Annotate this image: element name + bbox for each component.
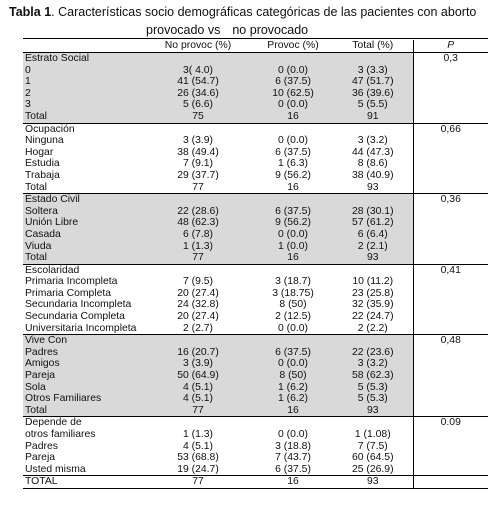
empty-cell	[333, 123, 413, 135]
table-subtitle	[146, 23, 308, 37]
value-provoc: 8 (50)	[253, 370, 333, 382]
value-provoc: 1 (0.0)	[253, 241, 333, 253]
group-header-row	[23, 335, 488, 347]
row-label: Total	[23, 405, 143, 417]
value-no-provoc: 22 (28.6)	[143, 206, 253, 218]
value-no-provoc: 77	[143, 252, 253, 264]
value-total: 22 (24.7)	[351, 311, 394, 323]
header-cell-category	[23, 40, 143, 53]
value-provoc: 0 (0.0)	[277, 135, 309, 147]
value-total: 22 (23.6)	[333, 347, 413, 359]
value-provoc: 0 (0.0)	[253, 358, 333, 370]
value-total: 93	[333, 405, 413, 417]
row-label: 3	[23, 99, 143, 111]
row-label: 0	[23, 65, 143, 77]
value-total: 3 (3.3)	[333, 65, 413, 77]
empty-cell	[143, 194, 253, 206]
value-provoc: 0 (0.0)	[277, 322, 309, 334]
table-title	[9, 5, 495, 19]
value-total: 5 (5.3)	[333, 393, 413, 405]
value-total: 6 (6.4)	[333, 229, 413, 241]
value-total: 8 (8.6)	[357, 158, 388, 170]
grand-total-section	[23, 476, 488, 489]
group-label: Ocupación	[23, 123, 143, 135]
value-no-provoc: 19 (24.7)	[177, 463, 219, 475]
header-cell-provoc: Provoc (%)	[253, 40, 333, 53]
row-label: 2	[23, 88, 143, 100]
row-label: Unión Libre	[23, 217, 143, 229]
value-provoc: 7 (43.7)	[275, 452, 311, 464]
value-no-provoc: 4 (5.1)	[143, 393, 253, 405]
value-total: 2 (2.1)	[333, 241, 413, 253]
row-label: Total	[23, 252, 143, 264]
empty-cell	[333, 53, 413, 65]
row-label: Secundaria Incompleta	[25, 299, 132, 311]
group-header-row	[23, 417, 488, 429]
value-total: 47 (51.7)	[333, 76, 413, 88]
value-provoc: 2 (12.5)	[275, 311, 311, 323]
value-no-provoc: 75	[143, 111, 253, 123]
value-no-provoc: 20 (27.4)	[177, 311, 219, 323]
value-no-provoc: 20 (27.4)	[177, 287, 219, 299]
value-provoc: 9 (56.2)	[275, 169, 311, 181]
row-label: Padres	[25, 440, 58, 452]
group-label: Estado Civil	[23, 194, 143, 206]
value-provoc: 3 (18.8)	[275, 440, 311, 452]
value-no-provoc: 4 (5.1)	[182, 440, 214, 452]
grand-total-row	[23, 476, 488, 489]
value-total: 1 (1.08)	[354, 429, 391, 440]
row-label: Padres	[23, 347, 143, 359]
value-no-provoc: 6 (7.8)	[143, 229, 253, 241]
value-provoc: 6 (37.5)	[275, 146, 311, 158]
p-value: 0.09	[413, 417, 488, 476]
value-no-provoc: 38 (49.4)	[177, 146, 219, 158]
group-header-row	[23, 264, 488, 276]
group-label: Escolaridad	[23, 264, 143, 276]
value-provoc: 6 (37.5)	[253, 76, 333, 88]
row-label: Total	[23, 111, 143, 123]
value-total: 3 (3.2)	[357, 135, 388, 147]
group-header-row	[23, 123, 488, 135]
row-label: Trabaja	[25, 169, 60, 181]
value-provoc: 0 (0.0)	[277, 429, 309, 440]
value-no-provoc: 24 (32.8)	[177, 299, 219, 311]
group-section	[23, 53, 488, 124]
group-section	[23, 264, 488, 335]
value-total: 38 (40.9)	[351, 169, 394, 181]
value-no-provoc: 7 (9.1)	[182, 158, 214, 170]
empty-cell	[253, 123, 333, 135]
value-total: 7 (7.5)	[357, 440, 388, 452]
value-total: 93	[366, 181, 379, 193]
value-total: 93	[333, 252, 413, 264]
value-no-provoc: 29 (37.7)	[177, 169, 219, 181]
empty-cell	[253, 53, 333, 65]
value-no-provoc: 3( 4.0)	[143, 65, 253, 77]
value-provoc: 1 (6.3)	[277, 158, 309, 170]
row-label: Sola	[23, 382, 143, 394]
group-section	[23, 417, 488, 476]
empty-cell	[253, 194, 333, 206]
empty-cell	[333, 335, 413, 347]
value-total: 2 (2.2)	[357, 322, 388, 334]
subtitle-part-2: no provocado	[232, 23, 309, 37]
value-total: 44 (47.3)	[351, 146, 394, 158]
empty-cell	[143, 264, 253, 276]
row-label: Casada	[23, 229, 143, 241]
value-total: 60 (64.5)	[351, 452, 394, 464]
row-label: Hogar	[25, 146, 54, 158]
value-total: 58 (62.3)	[333, 370, 413, 382]
group-label: Depende de	[23, 417, 143, 429]
header-cell-p: P	[413, 40, 488, 53]
value-total: 3 (3.2)	[333, 358, 413, 370]
row-label: Viuda	[23, 241, 143, 253]
value-total: 28 (30.1)	[333, 206, 413, 218]
header-cell-no-provoc: No provoc (%)	[143, 40, 253, 53]
value-no-provoc: 3 (3.9)	[143, 358, 253, 370]
value-provoc: 3 (18.7)	[275, 276, 311, 288]
empty-cell	[333, 264, 413, 276]
subtitle-part-1: provocado vs	[146, 23, 221, 37]
grand-total-provoc: 16	[253, 476, 333, 489]
value-total: 5 (5.5)	[333, 99, 413, 111]
group-label: Estrato Social	[23, 53, 143, 65]
row-label: Amigos	[23, 358, 143, 370]
value-provoc: 16	[253, 111, 333, 123]
value-total: 5 (5.3)	[333, 382, 413, 394]
value-no-provoc: 4 (5.1)	[143, 382, 253, 394]
p-value: 0,41	[413, 264, 488, 335]
value-no-provoc: 5 (6.6)	[143, 99, 253, 111]
group-label: Vive Con	[23, 335, 143, 347]
value-provoc: 0 (0.0)	[253, 99, 333, 111]
empty-cell	[253, 264, 333, 276]
value-no-provoc: 50 (64.9)	[143, 370, 253, 382]
value-no-provoc: 7 (9.5)	[182, 276, 214, 288]
value-provoc: 0 (0.0)	[253, 229, 333, 241]
value-provoc: 6 (37.5)	[253, 347, 333, 359]
value-provoc: 6 (37.5)	[275, 463, 311, 475]
grand-total-label: TOTAL	[23, 476, 143, 489]
value-no-provoc: 2 (2.7)	[182, 322, 214, 334]
value-provoc: 6 (37.5)	[253, 206, 333, 218]
grand-total-no-provoc: 77	[143, 476, 253, 489]
value-provoc: 1 (6.2)	[253, 393, 333, 405]
value-provoc: 16	[253, 405, 333, 417]
empty-cell	[413, 476, 488, 489]
value-no-provoc: 26 (34.6)	[143, 88, 253, 100]
group-section	[23, 335, 488, 417]
table-title-text: . Características socio demográficas categóricas de las pacientes con aborto	[51, 5, 477, 19]
value-total: 32 (35.9)	[351, 299, 394, 311]
header-cell-total: Total (%)	[333, 40, 413, 53]
value-provoc: 10 (62.5)	[253, 88, 333, 100]
row-label: Universitaria Incompleta	[25, 322, 137, 334]
value-no-provoc: 1 (1.3)	[182, 429, 214, 440]
empty-cell	[143, 335, 253, 347]
empty-cell	[253, 417, 333, 429]
empty-cell	[143, 123, 253, 135]
value-total: 36 (39.6)	[333, 88, 413, 100]
row-label: Usted misma	[25, 463, 86, 475]
value-total: 25 (26.9)	[351, 463, 394, 475]
value-no-provoc: 3 (3.9)	[182, 135, 214, 147]
row-label: Ninguna	[25, 135, 64, 147]
data-table	[23, 40, 488, 489]
value-total: 91	[333, 111, 413, 123]
empty-cell	[253, 335, 333, 347]
value-no-provoc: 16 (20.7)	[143, 347, 253, 359]
table-title-number: Tabla 1	[9, 5, 52, 19]
value-total: 23 (25.8)	[351, 287, 394, 299]
value-no-provoc: 48 (62.3)	[143, 217, 253, 229]
p-value: 0,66	[413, 123, 488, 194]
row-label: Soltera	[23, 206, 143, 218]
row-label: Otros Familiares	[23, 393, 143, 405]
table-top-rule	[23, 38, 488, 39]
group-section	[23, 123, 488, 194]
value-provoc: 3 (18.75)	[272, 287, 314, 299]
empty-cell	[143, 53, 253, 65]
row-label: Pareja	[25, 452, 56, 464]
value-no-provoc: 1 (1.3)	[143, 241, 253, 253]
p-value: 0,36	[413, 194, 488, 265]
value-no-provoc: 77	[143, 405, 253, 417]
empty-cell	[333, 194, 413, 206]
value-provoc: 1 (6.2)	[253, 382, 333, 394]
value-no-provoc: 77	[192, 181, 204, 193]
grand-total-total: 93	[333, 476, 413, 489]
row-label: Pareja	[23, 370, 143, 382]
value-provoc: 8 (50)	[279, 299, 307, 311]
row-label: Primaria Completa	[25, 287, 112, 299]
empty-cell	[333, 417, 413, 429]
value-provoc: 16	[253, 252, 333, 264]
empty-cell	[143, 417, 253, 429]
group-header-row	[23, 194, 488, 206]
group-header-row	[23, 53, 488, 65]
row-label: Primaria Incompleta	[25, 276, 118, 288]
value-provoc: 16	[287, 181, 299, 193]
value-provoc: 0 (0.0)	[253, 65, 333, 77]
row-label: 1	[23, 76, 143, 88]
p-value: 0,48	[413, 335, 488, 417]
row-label: Secundaria Completa	[25, 311, 125, 323]
value-no-provoc: 41 (54.7)	[143, 76, 253, 88]
p-value: 0,3	[413, 53, 488, 124]
header-row	[23, 40, 488, 53]
value-total: 57 (61.2)	[333, 217, 413, 229]
value-no-provoc: 53 (68.8)	[177, 452, 219, 464]
row-label: otros familiares	[25, 429, 96, 440]
row-label: Total	[25, 181, 47, 193]
row-label: Estudia	[25, 158, 60, 170]
group-section	[23, 194, 488, 265]
value-provoc: 9 (56.2)	[253, 217, 333, 229]
value-total: 10 (11.2)	[352, 276, 394, 288]
